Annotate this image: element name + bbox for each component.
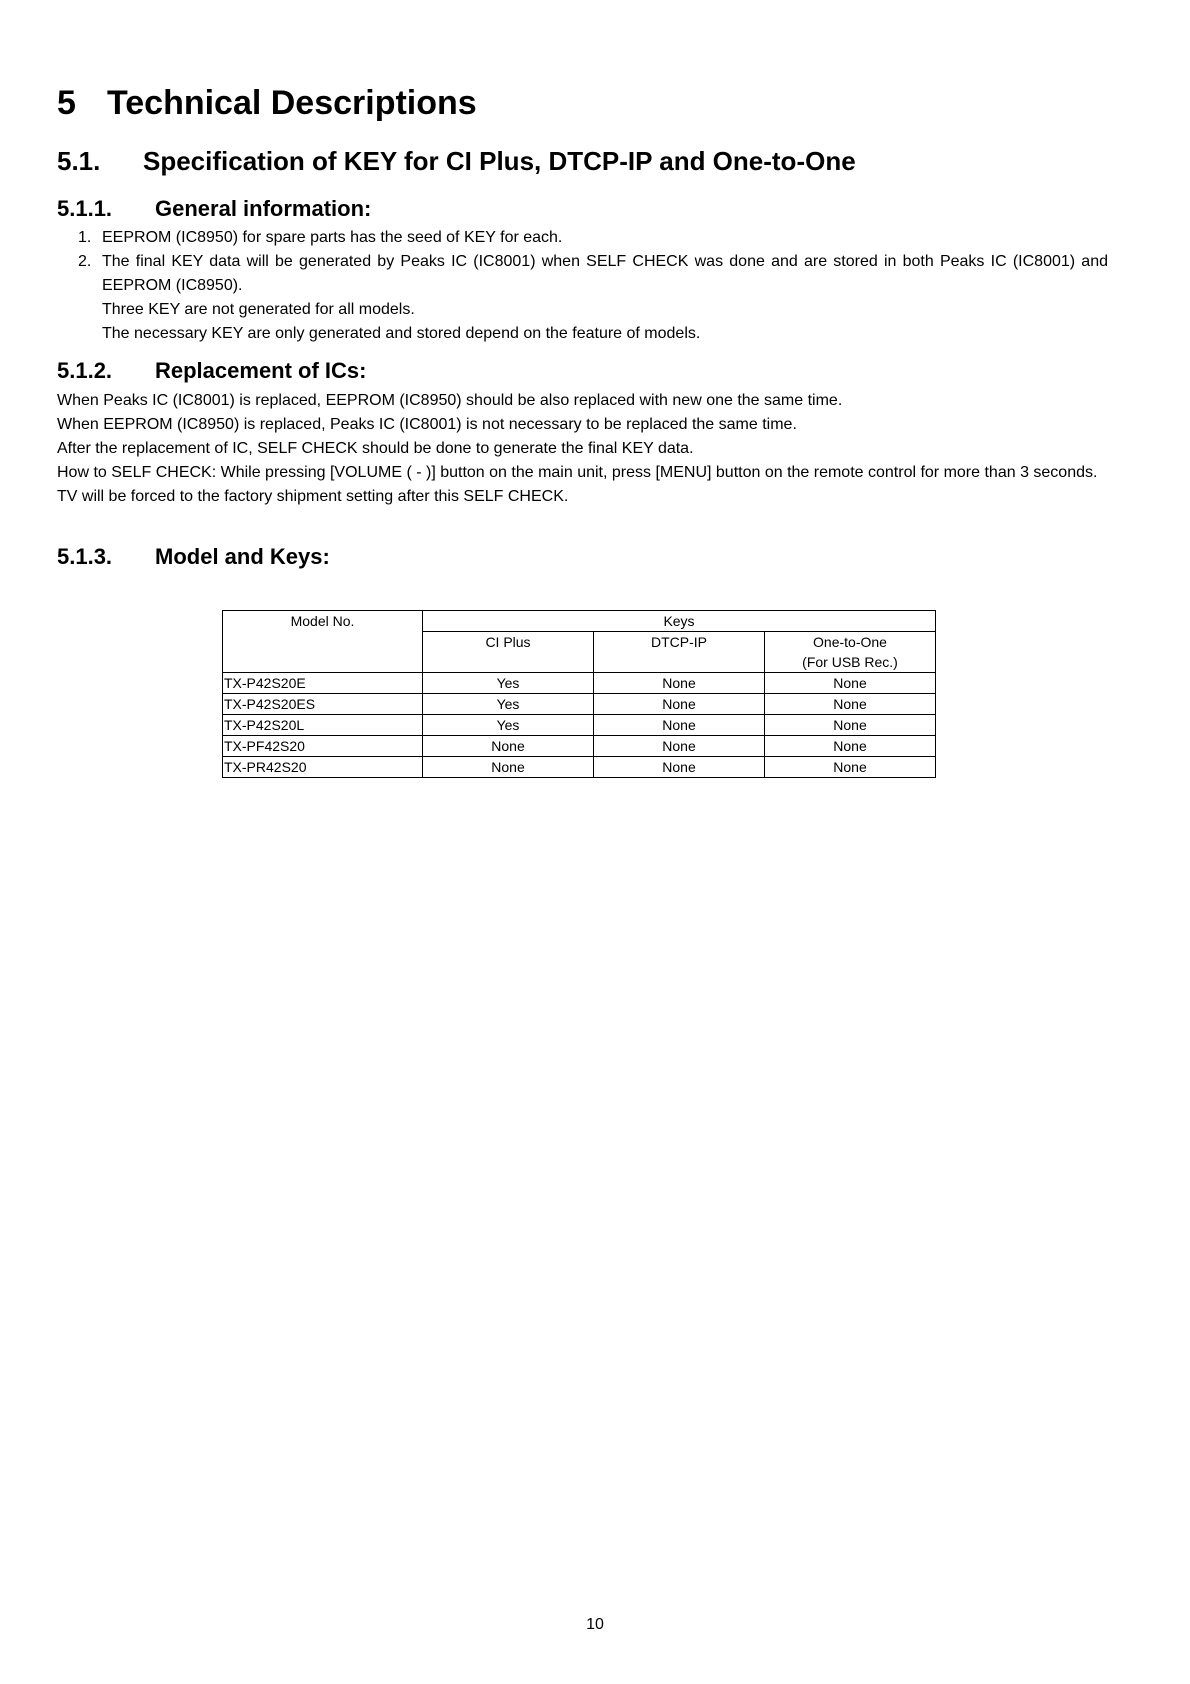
paragraph-line: When EEPROM (IC8950) is replaced, Peaks IC (IC8001) is not necessary to be replaced the same time. (57, 416, 797, 433)
model-cell: TX-PR42S20 (223, 757, 423, 778)
dtcp-ip-header: DTCP-IP (594, 632, 765, 673)
replacement-heading-text: Replacement of ICs: (155, 358, 367, 383)
model-cell: TX-P42S20L (223, 715, 423, 736)
ci-plus-cell: Yes (423, 715, 594, 736)
one-to-one-cell: None (765, 673, 936, 694)
table-row (223, 673, 936, 694)
model-cell: TX-PF42S20 (223, 736, 423, 757)
replacement-number: 5.1.2. (57, 358, 113, 383)
dtcp-ip-cell: None (594, 715, 765, 736)
dtcp-ip-cell: None (594, 694, 765, 715)
list-item-text: EEPROM (IC8950) for spare parts has the seed of KEY for each. (102, 229, 563, 246)
keys-header: Keys (423, 611, 936, 632)
dtcp-ip-cell: None (594, 736, 765, 757)
ci-plus-header: CI Plus (423, 632, 594, 673)
general-information-number: 5.1.1. (57, 196, 113, 221)
one-to-one-cell: None (765, 736, 936, 757)
table-row (223, 715, 936, 736)
list-item (78, 226, 1108, 250)
model-keys-number: 5.1.3. (57, 544, 113, 569)
ci-plus-cell: Yes (423, 673, 594, 694)
chapter-title-text: Technical Descriptions (107, 84, 477, 122)
ci-plus-cell: Yes (423, 694, 594, 715)
model-cell: TX-P42S20ES (223, 694, 423, 715)
replacement-heading (57, 358, 367, 384)
one-to-one-cell: None (765, 694, 936, 715)
model-no-header: Model No. (223, 611, 423, 673)
model-keys-heading-text: Model and Keys: (155, 544, 330, 569)
one-to-one-cell: None (765, 757, 936, 778)
ci-plus-cell: None (423, 757, 594, 778)
chapter-title (57, 84, 477, 123)
paragraph-line: How to SELF CHECK: While pressing [VOLUME ( - )] button on the main unit, press [MENU] button on the remote control for more than 3 seconds. (57, 464, 1098, 481)
list-note: The necessary KEY are only generated and stored depend on the feature of models. (102, 325, 701, 342)
paragraph-line: When Peaks IC (IC8001) is replaced, EEPROM (IC8950) should be also replaced with new one the same time. (57, 392, 843, 409)
list-item-number: 2. (78, 253, 92, 270)
model-keys-heading (57, 544, 330, 570)
section-title (57, 146, 856, 177)
table-header-row (223, 611, 936, 632)
dtcp-ip-cell: None (594, 757, 765, 778)
one-to-one-header-line2: (For USB Rec.) (802, 654, 898, 670)
chapter-number: 5 (57, 84, 76, 122)
general-information-heading-text: General information: (155, 196, 372, 221)
list-note: Three KEY are not generated for all models. (102, 301, 415, 318)
section-title-text: Specification of KEY for CI Plus, DTCP-IP and One-to-One (143, 146, 856, 176)
table-row (223, 694, 936, 715)
dtcp-ip-cell: None (594, 673, 765, 694)
list-item-text: The final KEY data will be generated by Peaks IC (IC8001) when SELF CHECK was done and are stored in both Peaks IC (IC8001) and EEPROM (IC8950). (102, 253, 1108, 294)
model-cell: TX-P42S20E (223, 673, 423, 694)
list-item-number: 1. (78, 229, 92, 246)
list-item (78, 250, 1108, 298)
paragraph-line: After the replacement of IC, SELF CHECK should be done to generate the final KEY data. (57, 440, 694, 457)
general-information-heading (57, 196, 371, 222)
one-to-one-header-line1: One-to-One (813, 634, 887, 650)
section-number: 5.1. (57, 146, 101, 176)
ci-plus-cell: None (423, 736, 594, 757)
one-to-one-cell: None (765, 715, 936, 736)
table-row (223, 757, 936, 778)
replacement-body (57, 389, 1107, 509)
page-number: 10 (586, 1616, 604, 1633)
table-row (223, 736, 936, 757)
general-information-list (78, 226, 1108, 346)
paragraph-line: TV will be forced to the factory shipment setting after this SELF CHECK. (57, 488, 569, 505)
model-keys-table (222, 610, 936, 778)
one-to-one-header (765, 632, 936, 673)
